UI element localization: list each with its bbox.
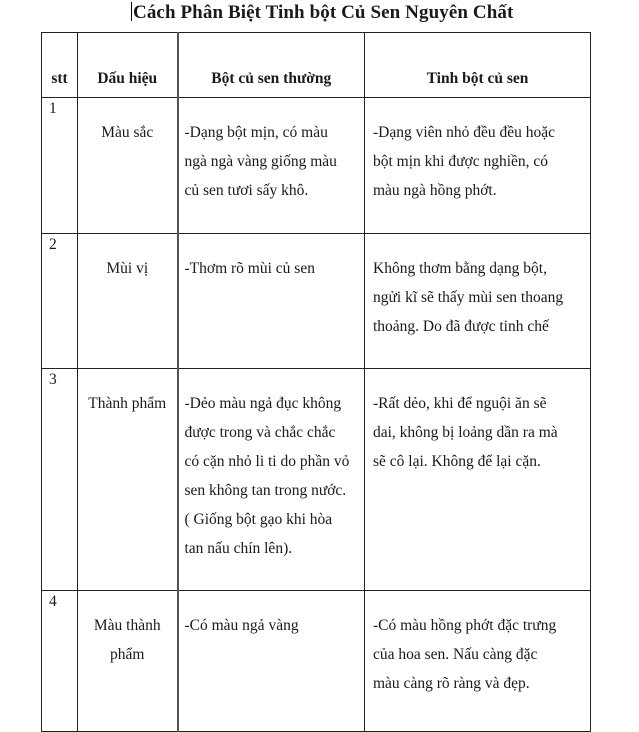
sign-cell — [78, 591, 178, 732]
cell-line: có cặn nhỏ li ti do phần vỏ — [184, 453, 350, 470]
pure-starch-cell — [365, 591, 591, 732]
cell-line: -Có màu hồng phớt đặc trưng — [373, 617, 557, 634]
table-row — [42, 234, 591, 369]
table-row — [42, 98, 591, 234]
cell-line: thoảng. Do đã được tinh chế — [373, 318, 549, 335]
sign-cell — [78, 369, 178, 591]
header-row — [42, 33, 591, 98]
stt-cell: 4 — [42, 591, 78, 732]
cell-line: được trong và chắc chắc — [184, 424, 336, 441]
normal-powder-cell — [178, 98, 365, 234]
cell-line: củ sen tươi sấy khô. — [184, 182, 309, 199]
cell-line: dai, không bị loảng dần ra mà — [373, 424, 558, 441]
cell-line: -Có màu ngả vàng — [184, 617, 299, 634]
cell-line: tan nấu chín lên). — [184, 540, 293, 557]
cell-line: Không thơm bằng dạng bột, — [373, 260, 547, 277]
cell-line: ( Giống bột gạo khi hòa — [184, 511, 333, 528]
sign-cell — [78, 234, 178, 369]
cell-line: ngà ngà vàng giống màu — [184, 153, 337, 170]
header-pure-starch: Tinh bột củ sen — [365, 33, 591, 98]
cell-line: ngửi kĩ sẽ thấy mùi sen thoang — [373, 289, 564, 306]
table-row — [42, 591, 591, 732]
cell-line: -Dẻo màu ngả đục không — [184, 395, 342, 412]
text-cursor — [131, 2, 132, 21]
pure-starch-cell — [365, 234, 591, 369]
title-text: Cách Phân Biệt Tinh bột Củ Sen Nguyên Chất — [133, 2, 514, 23]
table-row — [42, 369, 591, 591]
cell-line: -Dạng bột mịn, có màu — [184, 124, 328, 141]
normal-powder-cell — [178, 369, 365, 591]
cell-line: sen không tan trong nước. — [184, 482, 347, 499]
sign-cell — [78, 98, 178, 234]
normal-powder-cell — [178, 234, 365, 369]
cell-line: phẩm — [110, 646, 145, 663]
cell-line: -Thơm rõ mùi củ sen — [184, 260, 315, 277]
cell-line: -Rất dẻo, khi để nguội ăn sẽ — [373, 395, 547, 412]
cell-line: màu càng rõ ràng và đẹp. — [373, 675, 530, 692]
header-stt: stt — [42, 33, 78, 98]
cell-line: Mùi vị — [106, 260, 149, 277]
stt-cell: 3 — [42, 369, 78, 591]
cell-line: Màu sắc — [101, 124, 154, 141]
comparison-table — [41, 32, 591, 732]
pure-starch-cell — [365, 369, 591, 591]
cell-line: sẽ cô lại. Không để lại cặn. — [373, 453, 541, 470]
cell-line: màu ngà hồng phớt. — [373, 182, 497, 199]
header-normal-powder: Bột củ sen thường — [178, 33, 365, 98]
cell-line: Thành phẩm — [88, 395, 167, 412]
stt-cell: 2 — [42, 234, 78, 369]
normal-powder-cell — [178, 591, 365, 732]
cell-line: của hoa sen. Nấu càng đặc — [373, 646, 538, 663]
stt-cell: 1 — [42, 98, 78, 234]
cell-line: bột mịn khi được nghiền, có — [373, 153, 549, 170]
cell-line: -Dạng viên nhỏ đều đều hoặc — [373, 124, 556, 141]
document-title — [131, 2, 513, 24]
pure-starch-cell — [365, 98, 591, 234]
cell-line: Màu thành — [93, 617, 161, 634]
header-sign: Dấu hiệu — [78, 33, 178, 98]
